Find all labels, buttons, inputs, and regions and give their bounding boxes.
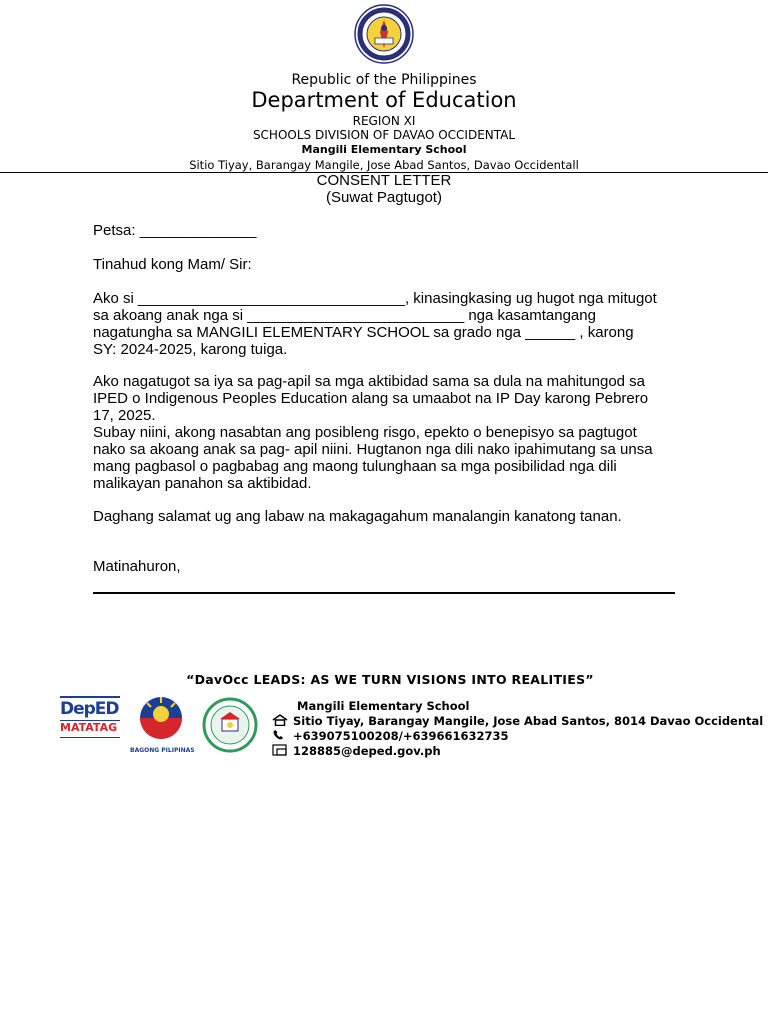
closing: Matinahuron, <box>93 558 181 575</box>
matatag-text: MATATAG <box>60 721 118 734</box>
paragraph-line: 17, 2025. <box>93 407 156 424</box>
paragraph-line: malikayan panahon sa aktibidad. <box>93 475 312 492</box>
footer-address-row <box>272 714 763 728</box>
paragraph-line: nako sa akoang anak sa pag- apil niini. Hugtanon nga dili nako ipahimutang sa unsa <box>93 441 653 458</box>
footer-email: 128885@deped.gov.ph <box>293 744 441 758</box>
footer-motto: “DavOcc LEADS: AS WE TURN VISIONS INTO REALITIES” <box>186 672 594 687</box>
header-address: Sitio Tiyay, Barangay Mangile, Jose Abad Santos, Davao Occidentall <box>189 158 579 172</box>
paragraph-line: sa akoang anak nga si __________________________ nga kasamtangang <box>93 307 596 324</box>
footer-phone: +639075100208/+639661632735 <box>293 729 509 743</box>
deped-matatag-logo <box>60 696 122 752</box>
letter-subtitle: (Suwat Pagtugot) <box>326 189 442 206</box>
paragraph-activity <box>93 373 683 492</box>
header-republic: Republic of the Philippines <box>291 72 477 88</box>
paragraph-thanks: Daghang salamat ug ang labaw na makagagahum manalangin kanatong tanan. <box>93 508 622 525</box>
letter-title: CONSENT LETTER <box>316 172 452 189</box>
bagong-pilipinas-logo <box>130 694 195 754</box>
header-school: Mangili Elementary School <box>301 143 467 156</box>
footer-address: Sitio Tiyay, Barangay Mangile, Jose Abad Santos, 8014 Davao Occidental <box>293 714 764 728</box>
footer-school-name: Mangili Elementary School <box>297 699 470 713</box>
header-division: SCHOOLS DIVISION OF DAVAO OCCIDENTAL <box>252 128 516 142</box>
footer-phone-row <box>272 729 509 743</box>
phone-icon <box>272 729 288 741</box>
home-icon <box>272 714 288 726</box>
fax-icon <box>272 744 288 756</box>
school-seal-logo <box>198 697 262 753</box>
paragraph-line: IPED o Indigenous Peoples Education alang sa umaabot na IP Day karong Pebrero <box>93 390 649 407</box>
signature-line <box>93 592 675 594</box>
paragraph-line: Ako si ________________________________, kinasingkasing ug hugot nga mitugot <box>93 290 657 307</box>
deped-seal-logo <box>351 4 417 64</box>
header-region: REGION XI <box>352 114 416 128</box>
paragraph-line: SY: 2024-2025, karong tuiga. <box>93 341 288 358</box>
bagong-pilipinas-emblem <box>130 694 192 742</box>
bagong-pilipinas-text: BAGONG PILIPINAS <box>130 747 195 754</box>
paragraph-consent <box>93 290 683 358</box>
footer-email-row <box>272 744 441 758</box>
paragraph-line: Subay niini, akong nasabtan ang posibleng risgo, epekto o benepisyo sa pagtugot <box>93 424 637 441</box>
greeting: Tinahud kong Mam/ Sir: <box>93 256 252 273</box>
date-line: Petsa: ______________ <box>93 222 257 239</box>
paragraph-line: Ako nagatugot sa iya sa pag-apil sa mga aktibidad sama sa dula na mahitungod sa <box>93 373 646 390</box>
header-department: Department of Education <box>251 88 517 112</box>
paragraph-line: nagatungha sa MANGILI ELEMENTARY SCHOOL sa grado nga ______ , karong <box>93 324 634 341</box>
paragraph-line: mang pagbasol o pagbabag ang maong tulunghaan sa mga posibilidad nga dili <box>93 458 617 475</box>
deped-logo-text: DepED <box>60 699 119 719</box>
